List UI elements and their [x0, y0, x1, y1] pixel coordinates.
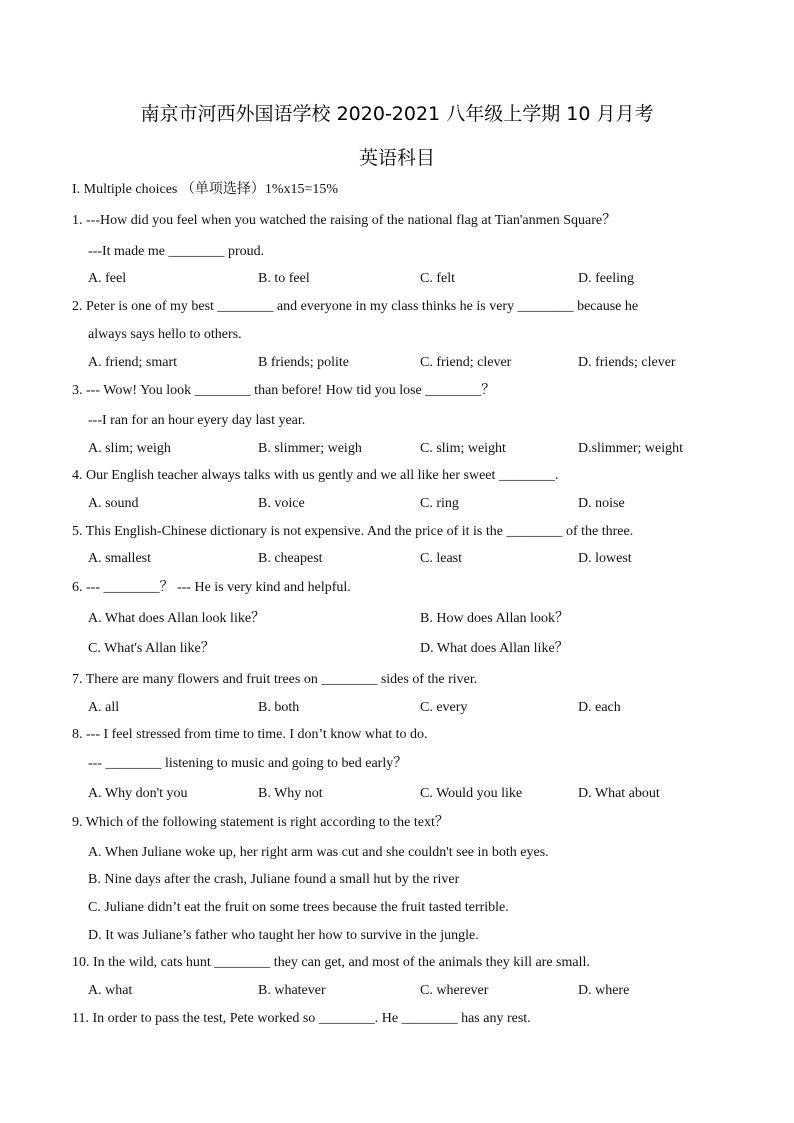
question-5-option-b: B. cheapest — [258, 551, 323, 566]
question-8-line-1: 8. --- I feel stressed from time to time. I don’t know what to do. — [72, 727, 428, 742]
question-2-option-d: D. friends; clever — [578, 355, 676, 370]
question-7-option-b: B. both — [258, 700, 300, 715]
question-3-option-b: B. slimmer; weigh — [258, 441, 362, 456]
question-11-line-1: 11. In order to pass the test, Pete worked so ________. He ________ has any rest. — [72, 1011, 531, 1026]
question-2-line-2: always says hello to others. — [88, 327, 242, 342]
question-10-option-d: D. where — [578, 983, 630, 998]
question-8-option-c: C. Would you like — [420, 786, 523, 801]
question-4-option-c: C. ring — [420, 496, 459, 511]
question-2-option-c: C. friend; clever — [420, 355, 512, 370]
question-2-option-b: B friends; polite — [258, 355, 349, 370]
question-6-option-d: D. What does Allan like？ — [420, 641, 569, 656]
question-6-option-b: B. How does Allan look？ — [420, 611, 569, 626]
question-3-option-a: A. slim; weigh — [88, 441, 171, 456]
question-2-option-a: A. friend; smart — [88, 355, 178, 370]
question-10-option-b: B. whatever — [258, 983, 326, 998]
question-3-line-1: 3. --- Wow! You look ________ than before! How tid you lose ________？ — [72, 383, 496, 398]
question-1-option-c: C. felt — [420, 271, 455, 286]
question-10-line-1: 10. In the wild, cats hunt ________ they can get, and most of the animals they kill are small. — [72, 955, 590, 970]
question-1-option-b: B. to feel — [258, 271, 310, 286]
question-10-option-a: A. what — [88, 983, 133, 998]
question-2-line-1: 2. Peter is one of my best ________ and everyone in my class thinks he is very ________ because he — [72, 299, 639, 314]
question-1-line-2: ---It made me ________ proud. — [88, 244, 265, 259]
question-10-option-c: C. wherever — [420, 983, 489, 998]
question-9-option-d: D. It was Juliane’s father who taught her how to survive in the jungle. — [88, 928, 479, 943]
question-9-option-c: C. Juliane didn’t eat the fruit on some trees because the fruit tasted terrible. — [88, 900, 509, 915]
page-subtitle: 英语科目 — [358, 147, 435, 169]
question-7-option-c: C. every — [420, 700, 468, 715]
question-3-option-c: C. slim; weight — [420, 441, 506, 456]
question-6-line-1: 6. --- ________？ --- He is very kind and helpful. — [72, 580, 351, 595]
question-5-option-a: A. smallest — [88, 551, 151, 566]
question-9-line-1: 9. Which of the following statement is right according to the text？ — [72, 815, 449, 830]
question-5-line-1: 5. This English-Chinese dictionary is not expensive. And the price of it is the ________ of the three. — [72, 524, 634, 539]
question-5-option-d: D. lowest — [578, 551, 632, 566]
question-6-option-c: C. What's Allan like？ — [88, 641, 215, 656]
question-3-option-d: D.slimmer; weight — [578, 441, 683, 456]
question-4-line-1: 4. Our English teacher always talks with us gently and we all like her sweet ________. — [72, 468, 559, 483]
question-6-option-a: A. What does Allan look like？ — [88, 611, 266, 626]
question-9-option-a: A. When Juliane woke up, her right arm was cut and she couldn't see in both eyes. — [88, 845, 549, 860]
question-9-option-b: B. Nine days after the crash, Juliane found a small hut by the river — [88, 872, 460, 887]
question-5-option-c: C. least — [420, 551, 462, 566]
question-7-option-a: A. all — [88, 700, 120, 715]
question-8-option-d: D. What about — [578, 786, 660, 801]
question-3-line-2: ---I ran for an hour eyery day last year. — [88, 413, 306, 428]
section-heading: I. Multiple choices （单项选择）1%x15=15% — [72, 182, 339, 197]
question-4-option-a: A. sound — [88, 496, 139, 511]
question-1-option-a: A. feel — [88, 271, 127, 286]
page-title: 南京市河西外国语学校 2020-2021 八年级上学期 10 月月考 — [140, 103, 654, 125]
question-8-line-2: --- ________ listening to music and going to bed early？ — [88, 756, 408, 771]
question-8-option-b: B. Why not — [258, 786, 323, 801]
question-8-option-a: A. Why don't you — [88, 786, 188, 801]
question-7-line-1: 7. There are many flowers and fruit trees on ________ sides of the river. — [72, 672, 478, 687]
question-4-option-d: D. noise — [578, 496, 625, 511]
question-1-option-d: D. feeling — [578, 271, 634, 286]
question-1-line-1: 1. ---How did you feel when you watched the raising of the national flag at Tian'anmen Square？ — [72, 213, 617, 228]
question-4-option-b: B. voice — [258, 496, 305, 511]
question-7-option-d: D. each — [578, 700, 621, 715]
